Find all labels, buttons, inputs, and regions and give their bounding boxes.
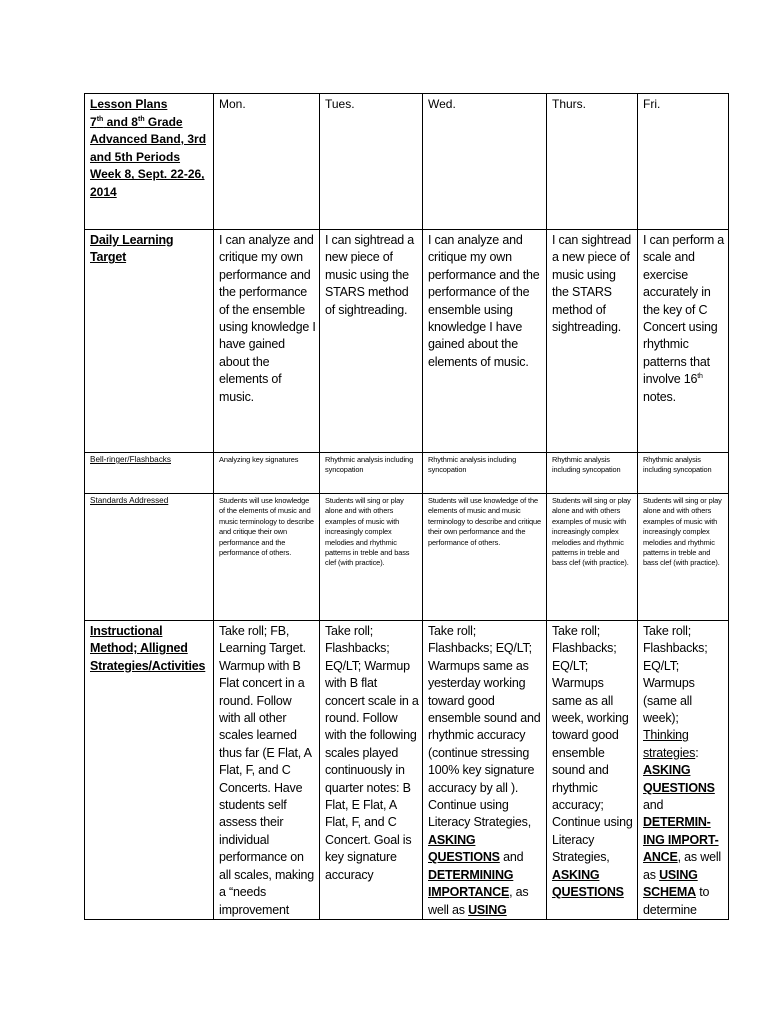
standards-row [85, 494, 729, 621]
standards-mon: Students will use knowledge of the elements of music and music terminology to describe and critique their own performance and the performance of others. [214, 494, 320, 621]
instructional-wed: Take roll; Flashbacks; EQ/LT; Warmups same as yesterday working toward good ensemble sound and rhythmic accuracy (continue stressing 100% key signature accuracy by all ). Continue using Literacy Strategies, ASKING QUESTIONS and DETERMINING IMPORTANCE, as well as USING [423, 621, 547, 920]
bellringer-row [85, 453, 729, 494]
bellringer-wed: Rhythmic analysis including syncopation [423, 453, 547, 494]
instructional-tue: Take roll; Flashbacks; EQ/LT; Warmup with B flat concert scale in a round. Follow with the following scales played continuously in quarter notes: B Flat, E Flat, A Flat, F, and C Concert. Goal is key signature accuracy [320, 621, 423, 920]
row-label-target: Daily Learning Target [85, 230, 214, 453]
row-label-bellringer: Bell-ringer/Flashbacks [85, 453, 214, 494]
day-header-tue: Tues. [320, 94, 423, 230]
target-wed: I can analyze and critique my own performance and the performance of the ensemble using knowledge I have gained about the elements of music. [423, 230, 547, 453]
bellringer-tue: Rhythmic analysis including syncopation [320, 453, 423, 494]
instructional-thu: Take roll; Flashbacks; EQ/LT; Warmups same as all week, working toward good ensemble sound and rhythmic accuracy; Continue using Literacy Strategies, ASKING QUESTIONS [547, 621, 638, 920]
header-row [85, 94, 729, 230]
standards-fri: Students will sing or play alone and with others examples of music with increasingly complex melodies and rhythmic patterns in treble and bass clef (with practice). [638, 494, 729, 621]
target-row [85, 230, 729, 453]
day-header-fri: Fri. [638, 94, 729, 230]
instructional-mon: Take roll; FB, Learning Target. Warmup with B Flat concert in a round. Follow with all other scales learned thus far (E Flat, A Flat, F, and C Concerts. Have students self assess their individual performance on all scales, making a “needs improvement [214, 621, 320, 920]
target-mon: I can analyze and critique my own performance and the performance of the ensemble using knowledge I have gained about the elements of music. [214, 230, 320, 453]
lesson-plan-table [84, 93, 729, 920]
standards-wed: Students will use knowledge of the elements of music and music terminology to describe and critique their own performance and the performance of others. [423, 494, 547, 621]
target-tue: I can sightread a new piece of music using the STARS method of sightreading. [320, 230, 423, 453]
day-header-mon: Mon. [214, 94, 320, 230]
instructional-row [85, 621, 729, 920]
row-label-standards: Standards Addressed [85, 494, 214, 621]
row-label-instructional: Instructional Method; Alligned Strategies/Activities [85, 621, 214, 920]
day-header-wed: Wed. [423, 94, 547, 230]
title-cell [85, 94, 214, 230]
instructional-fri: Take roll; Flashbacks; EQ/LT; Warmups (same all week); Thinking strategies: ASKING QUESTIONS and DETERMIN-ING IMPORT-ANCE, as well as USING SCHEMA to determine [638, 621, 729, 920]
bellringer-thu: Rhythmic analysis including syncopation [547, 453, 638, 494]
standards-tue: Students will sing or play alone and with others examples of music with increasingly complex melodies and rhythmic patterns in treble and bass clef (with practice). [320, 494, 423, 621]
bellringer-fri: Rhythmic analysis including syncopation [638, 453, 729, 494]
lesson-plan-title: Lesson Plans 7th and 8th Grade Advanced Band, 3rd and 5th Periods Week 8, Sept. 22-26, 2014 [90, 97, 207, 199]
target-fri: I can perform a scale and exercise accurately in the key of C Concert using rhythmic patterns that involve 16th notes. [638, 230, 729, 453]
day-header-thu: Thurs. [547, 94, 638, 230]
bellringer-mon: Analyzing key signatures [214, 453, 320, 494]
target-thu: I can sightread a new piece of music using the STARS method of sightreading. [547, 230, 638, 453]
standards-thu: Students will sing or play alone and with others examples of music with increasingly complex melodies and rhythmic patterns in treble and bass clef (with practice). [547, 494, 638, 621]
